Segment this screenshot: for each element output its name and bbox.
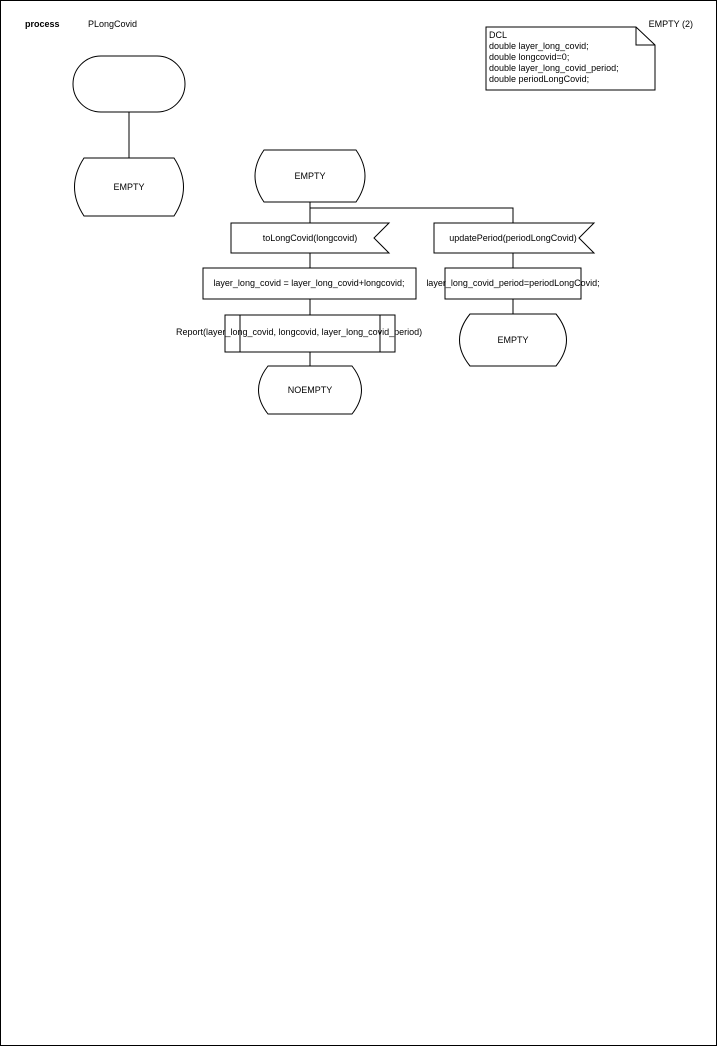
declaration-line: DCL: [489, 30, 508, 40]
nextstate-label: NOEMPTY: [287, 385, 333, 395]
procedure-call-label: Report(layer_long_covid, longcovid, layer_long_covid_period): [176, 327, 423, 337]
state-label: EMPTY: [294, 171, 326, 181]
nextstate-label: EMPTY: [497, 335, 529, 345]
declaration-line: double layer_long_covid;: [489, 41, 589, 51]
process-keyword: process: [25, 19, 60, 29]
input-label: updatePeriod(periodLongCovid): [449, 233, 577, 243]
task-label: layer_long_covid = layer_long_covid+longcovid;: [213, 278, 405, 288]
page-label: EMPTY (2): [648, 19, 693, 29]
input-label: toLongCovid(longcovid): [262, 233, 358, 243]
declaration-line: double layer_long_covid_period;: [489, 63, 619, 73]
declaration-line: double periodLongCovid;: [489, 74, 590, 84]
task-label: layer_long_covid_period=periodLongCovid;: [426, 278, 600, 288]
connector-line: [310, 208, 513, 223]
start-symbol: [73, 56, 185, 112]
process-name: PLongCovid: [88, 19, 138, 29]
declaration-line: double longcovid=0;: [489, 52, 570, 62]
state-label: EMPTY: [113, 182, 145, 192]
